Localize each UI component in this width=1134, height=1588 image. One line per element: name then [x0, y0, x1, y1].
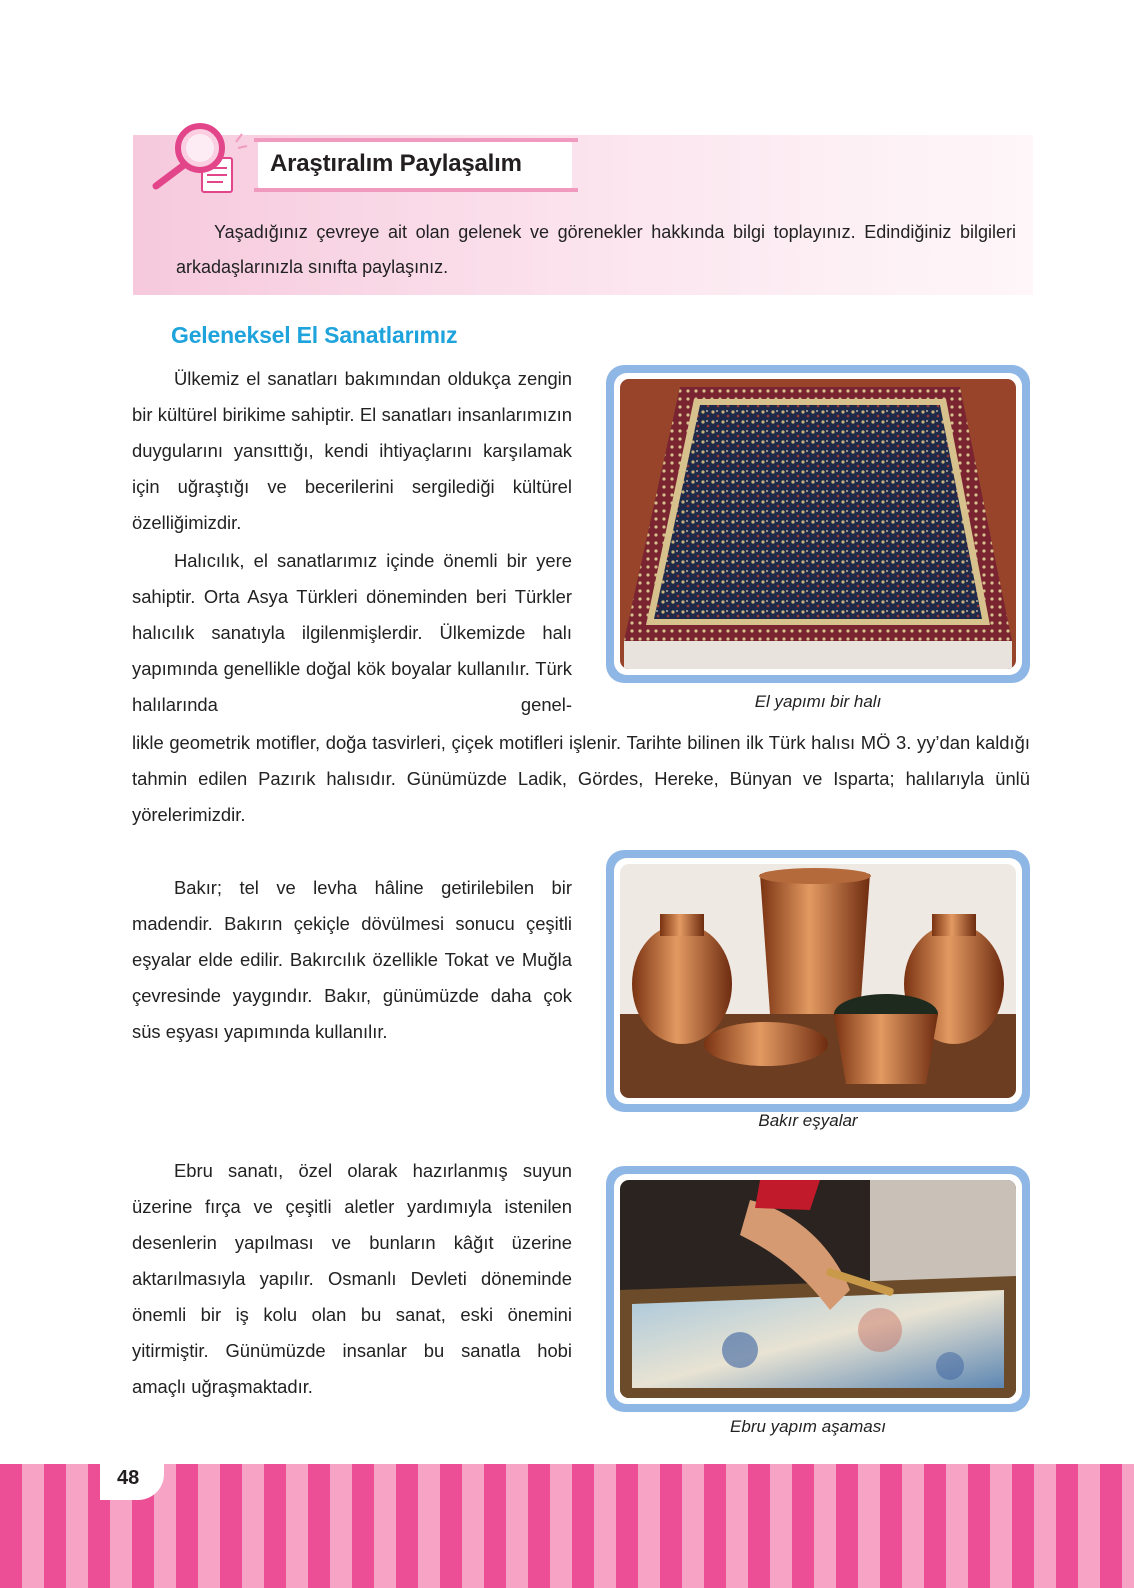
page-number: 48 [117, 1467, 140, 1489]
research-text [176, 215, 1016, 285]
research-title: Araştıralım Paylaşalım [270, 150, 522, 177]
ebru-photo [620, 1180, 1016, 1398]
carpet-photo-frame [606, 365, 1030, 683]
paragraph-handicrafts [132, 361, 572, 541]
paragraph-copper-text: Bakır; tel ve levha hâline getirilebilen bir madendir. Bakırın çekiçle dövülmesi sonucu çeşitli eşyalar elde edilir. Bakırcılık özellikle Tokat ve Muğla çevresinde yaygındır. Bakır, günümüzde daha çok süs eşyası yapımında kullanılır. [132, 877, 572, 1042]
copper-photo [620, 864, 1016, 1098]
paragraph-carpet-start-text: Halıcılık, el sanatlarımız içinde önemli bir yere sahiptir. Orta Asya Türkleri döneminden beri Türkler halıcılık sanatıyla ilgilenmişlerdir. Ülkemizde halı yapımında genellikle doğal kök boyalar kullanılır. Türk halılarında genel- [132, 550, 572, 715]
paragraph-handicrafts-text: Ülkemiz el sanatları bakımından oldukça zengin bir kültürel birikime sahiptir. El sanatları insanlarımızın duygularını yansıttığı, kendi ihtiyaçlarını karşılamak için uğraştığı ve becerilerini sergilediği kültürel özelliğimizdir. [132, 368, 572, 533]
paragraph-carpet-end: likle geometrik motifler, doğa tasvirleri, çiçek motifleri işlenir. Tarihte bilinen ilk Türk halısı MÖ 3. yy’dan kaldığı tahmin edilen Pazırık halısıdır. Günümüzde Ladik, Gördes, Hereke, Bünyan ve Isparta; halılarıyla ünlü yörelerimizdir. [132, 732, 1030, 825]
paragraph-ebru-text: Ebru sanatı, özel olarak hazırlanmış suyun üzerine fırça ve çeşitli aletler yardımıyla istenilen desenlerin yapılması ve bunların kâğıt üzerine aktarılmasıyla yapılır. Osmanlı Devleti döneminde önemli bir iş kolu olan bu sanat, eski önemini yitirmiştir. Günümüzde insanlar bu sanatla hobi amaçlı uğraşmaktadır. [132, 1160, 572, 1397]
research-text-content: Yaşadığınız çevreye ait olan gelenek ve görenekler hakkında bilgi toplayınız. Edindiğiniz bilgileri arkadaşlarınızla sınıfta paylaşınız. [176, 222, 1016, 277]
footer-stripes [0, 1464, 1134, 1588]
ebru-caption: Ebru yapım aşaması [730, 1417, 886, 1436]
paragraph-ebru [132, 1153, 572, 1405]
ebru-photo-frame [606, 1166, 1030, 1412]
copper-photo-frame [606, 850, 1030, 1112]
magnifier-document-icon [150, 120, 254, 202]
carpet-caption: El yapımı bir halı [754, 692, 882, 711]
paragraph-copper [132, 870, 572, 1050]
carpet-photo [620, 379, 1016, 669]
paragraph-carpet-start [132, 543, 572, 723]
copper-caption: Bakır eşyalar [758, 1111, 858, 1130]
section-heading: Geleneksel El Sanatlarımız [171, 322, 458, 348]
